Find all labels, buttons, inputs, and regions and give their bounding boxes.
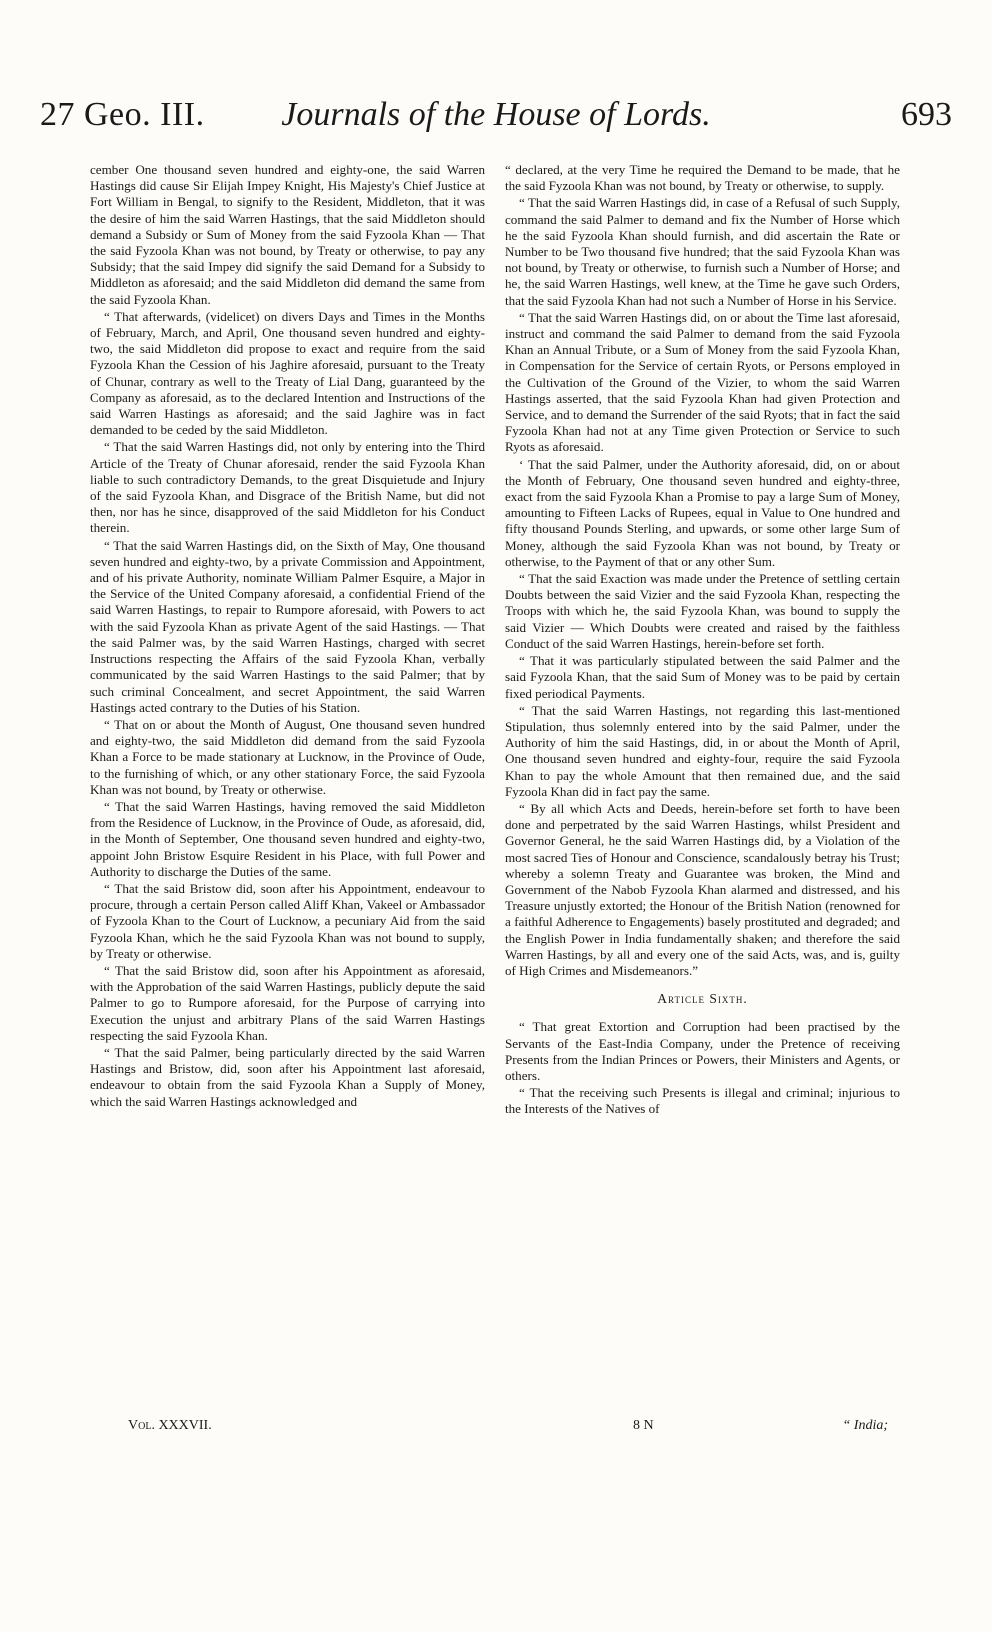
page-number: 693 xyxy=(901,96,952,133)
regnal-year: 27 Geo. III. xyxy=(40,96,205,133)
paragraph: “ That the said Warren Hastings did, on the Sixth of May, One thousand seven hundred and eighty-two, by a private Commission and Appointment, and of his private Authority, nominate William Palmer Esquire, a Major in the Service of the United Company aforesaid, a confidential Friend of the said Warren Hastings, to repair to Rumpore aforesaid, with Powers to act with the said Fyzoola Khan as private Agent of the said Hastings. — That the said Palmer was, by the said Warren Hastings, charged with secret Instructions respecting the Affairs of the said Fyzoola Khan, verbally communicated by the said Warren Hastings to the said Palmer; that by such criminal Concealment, and secret Appointment, the said Warren Hastings acted contrary to the Duties of his Station. xyxy=(90,537,485,715)
paragraph: “ That the said Palmer, being particularly directed by the said Warren Hastings and Bristow, did, soon after his Appointment last aforesaid, endeavour to obtain from the said Fyzoola Khan a Supply of Money, which the said Warren Hastings acknowledged and xyxy=(90,1044,485,1109)
paragraph: “ That it was particularly stipulated between the said Palmer and the said Fyzoola Khan, that the said Sum of Money was to be paid by certain fixed periodical Payments. xyxy=(505,653,900,701)
paragraph: “ By all which Acts and Deeds, herein-before set forth to have been done and perpetrated by the said Warren Hastings, whilst President and Governor General, he the said Warren Hastings did, by a Violation of the most sacred Ties of Honour and Conscience, scandalously betray his Trust; whereby a solemn Treaty and Guarantee was broken, the Mind and Government of the Nabob Fyzoola Khan alarmed and distressed, and his Treasure unjustly extorted; the Honour of the British Nation (renowned for a faithful Adherence to Engagements) basely prostituted and degraded; and the English Power in India fundamentally shaken; and therefore the said Warren Hastings, by all and every one of the said Acts, was, and is, guilty of High Crimes and Misdemeanors.” xyxy=(505,800,900,978)
paragraph: “ That afterwards, (videlicet) on divers Days and Times in the Months of February, March, and April, One thousand seven hundred and eighty-two, the said Middleton did propose to exact and require from the said Fyzoola Khan the Cession of his Jaghire aforesaid, pursuant to the Treaty of Chunar, contrary as well to the Treaty of Lial Dang, guaranteed by the Company as aforesaid, as to the declared Intention and Instructions of the said Warren Hastings as aforesaid; and the said Jaghire was in fact demanded to be ceded by the said Middleton. xyxy=(90,308,485,438)
paragraph: “ That the said Bristow did, soon after his Appointment, endeavour to procure, through a certain Person called Aliff Khan, Vakeel or Ambassador of Fyzoola Khan to the Court of Lucknow, a pecuniary Aid from the said Fyzoola Khan, which he the said Fyzoola Khan was not bound to supply, by Treaty or otherwise. xyxy=(90,880,485,961)
left-column xyxy=(90,162,485,1110)
paragraph: “ That the said Warren Hastings did, on or about the Time last aforesaid, instruct and command the said Palmer to demand from the said Fyzoola Khan an Annual Tribute, or a Sum of Money from the said Fyzoola Khan, in Compensation for the Service of certain Ryots, or Persons employed in the Cultivation of the Ground of the Vizier, to whom the said Warren Hastings asserted, that the said Fyzoola Khan had given Protection and Service, and to demand the Surrender of the said Ryots; that in fact the said Fyzoola Khan had not at any Time given Protection or Service to such Ryots as aforesaid. xyxy=(505,309,900,455)
paragraph: “ declared, at the very Time he required the Demand to be made, that he the said Fyzoola Khan was not bound, by Treaty or otherwise, to supply. xyxy=(505,162,900,194)
signature-mark: 8 N xyxy=(633,1418,654,1433)
paragraph: “ That the said Warren Hastings did, not only by entering into the Third Article of the Treaty of Chunar aforesaid, render the said Fyzoola Khan liable to such contradictory Demands, to the great Disquietude and Injury of the said Fyzoola Khan, and Disgrace of the British Name, but did not then, nor has he since, disapproved of the said Middleton for his Conduct therein. xyxy=(90,439,485,536)
paragraph: cember One thousand seven hundred and eighty-one, the said Warren Hastings did cause Sir Elijah Impey Knight, His Majesty's Chief Justice at Fort William in Bengal, to signify to the Resident, Middleton, that it was the desire of him the said Warren Hastings, that the said Middleton should demand a Subsidy or Sum of Money from the said Fyzoola Khan — That the said Fyzoola Khan was not bound, by Treaty or otherwise, to pay any Subsidy; that the said Impey did signify the said Demand for a Subsidy to Middleton as aforesaid; and the said Middleton did demand the same from the said Fyzoola Khan. xyxy=(90,162,485,307)
paragraph: “ That the said Bristow did, soon after his Appointment as aforesaid, with the Approbation of the said Warren Hastings, publicly depute the said Palmer to go to Rumpore aforesaid, for the Purpose of carrying into Execution the unjust and arbitrary Plans of the said Warren Hastings respecting the said Fyzoola Khan. xyxy=(90,962,485,1043)
paragraph: “ That on or about the Month of August, One thousand seven hundred and eighty-two, the said Middleton did demand from the said Fyzoola Khan a Force to be made stationary at Lucknow, in the Province of Oude, to the furnishing of which, or any other stationary Force, the said Fyzoola Khan was not bound, by Treaty or otherwise. xyxy=(90,716,485,797)
article-heading: Article Sixth. xyxy=(657,991,748,1007)
catchword: “ India; xyxy=(842,1418,888,1433)
paragraph: “ That the said Warren Hastings, not regarding this last-mentioned Stipulation, thus solemnly entered into by the said Palmer, under the Authority of him the said Hastings, did, in or about the Month of April, One thousand seven hundred and eighty-four, require the said Fyzoola Khan to pay the whole Amount that then remained due, and the said Fyzoola Khan did in fact pay the same. xyxy=(505,702,900,799)
journal-title: Journals of the House of Lords. xyxy=(281,96,711,133)
volume-number: Vol. XXXVII. xyxy=(128,1418,212,1433)
paragraph: “ That the receiving such Presents is illegal and criminal; injurious to the Interests of the Natives of xyxy=(505,1085,900,1117)
paragraph: “ That the said Exaction was made under the Pretence of settling certain Doubts between the said Vizier and the said Fyzoola Khan, respecting the Troops with which he, the said Fyzoola Khan, was bound to supply the said Vizier — Which Doubts were created and raised by the faithless Conduct of the said Warren Hastings, herein-before set forth. xyxy=(505,571,900,651)
paragraph: “ That the said Warren Hastings, having removed the said Middleton from the Residence of Lucknow, in the Province of Oude, as aforesaid, did, in the Month of September, One thousand seven hundred and eighty-two, appoint John Bristow Esquire Resident in his Place, with full Power and Authority to discharge the Duties of the same. xyxy=(90,798,485,879)
paragraph: “ That great Extortion and Corruption had been practised by the Servants of the East-India Company, under the Pretence of receiving Presents from the Indian Princes or Powers, their Ministers and Agents, or others. xyxy=(505,1019,900,1083)
page-header xyxy=(40,96,952,156)
paragraph: ‘ That the said Palmer, under the Authority aforesaid, did, on or about the Month of February, One thousand seven hundred and eighty-three, exact from the said Fyzoola Khan a Promise to pay a large Sum of Money, amounting to Fifteen Lacks of Rupees, equal in Value to One hundred and fifty thousand Pounds Sterling, and upwards, or some other large Sum of Money, although the said Fyzoola Khan was not bound, by Treaty or otherwise, to the Payment of that or any other Sum. xyxy=(505,456,900,569)
paragraph: “ That the said Warren Hastings did, in case of a Refusal of such Supply, command the said Palmer to demand and fix the Number of Horse which he the said Fyzoola Khan should furnish, and did ascertain the Rate or Number to be Two thousand five hundred; that the said Fyzoola Khan was not bound, by Treaty or otherwise, to furnish such a Number of Horse; and he, the said Warren Hastings, well knew, at the Time he gave such Orders, that the said Fyzoola Khan had not such a Number of Horse in his Service. xyxy=(505,195,900,308)
right-column xyxy=(505,162,900,1118)
